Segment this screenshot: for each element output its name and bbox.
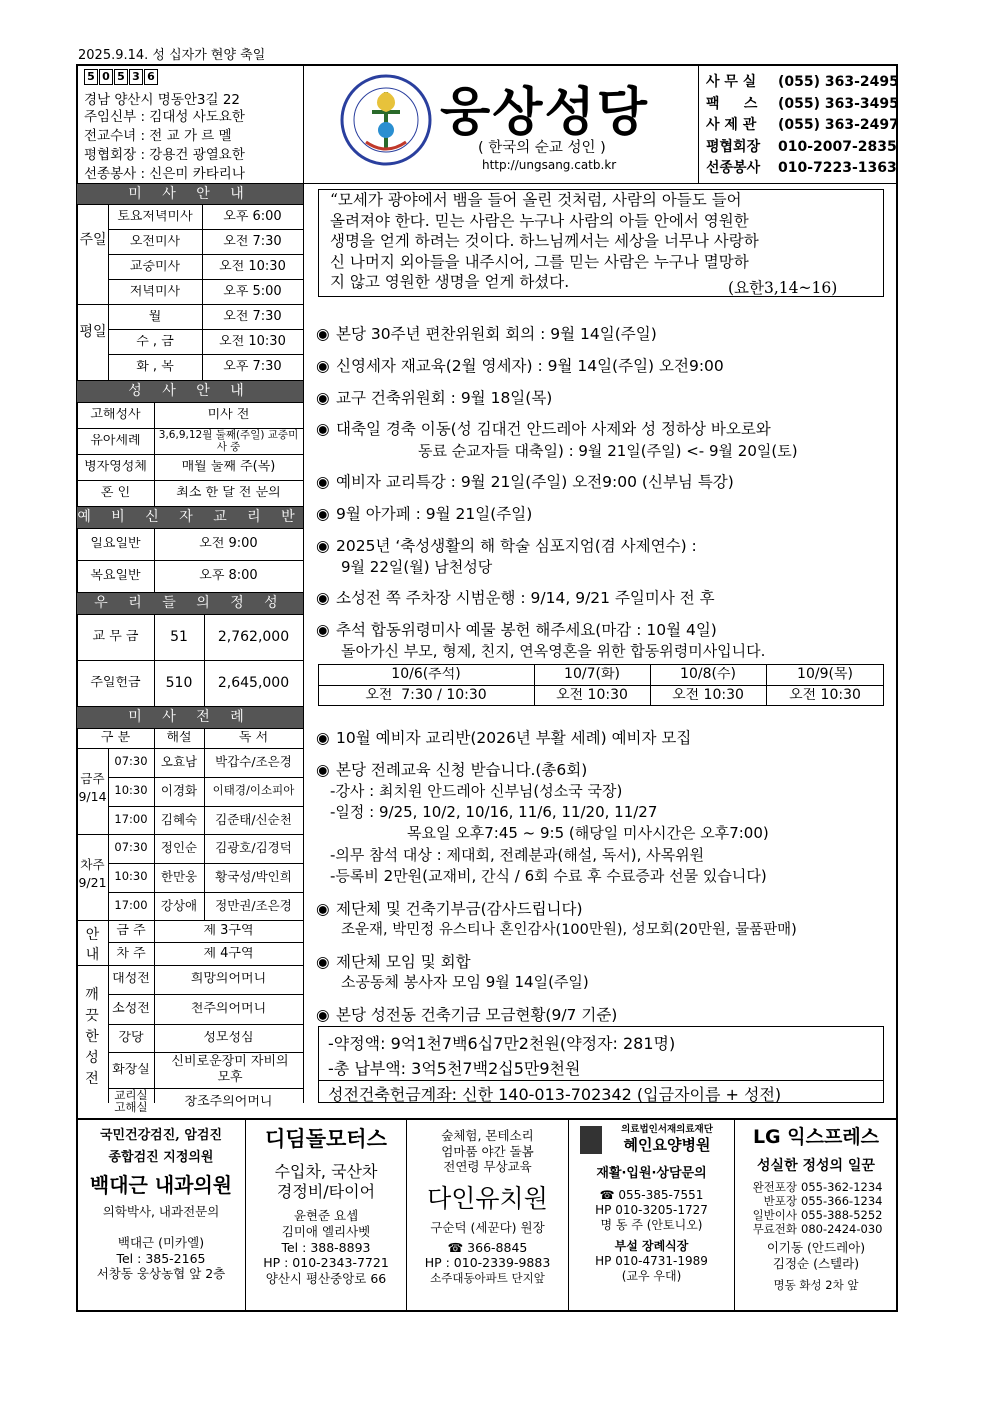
- ad-motors: [246, 1126, 406, 1286]
- staff-council: 평협회장 : 강용건 광열요한: [84, 147, 245, 163]
- mass-weekday-name: 수 , 금: [136, 335, 174, 349]
- notice-item: ◉ 본당 30주년 편찬위원회 회의 : 9월 14일(주일): [316, 325, 657, 343]
- mass-sunday-time: 오후 5:00: [223, 285, 282, 299]
- ad-text: 서창동 웅상농협 앞 2층: [96, 1266, 226, 1282]
- liturgy-commentator: 정인순: [160, 841, 198, 855]
- mass-weekday-time: 오후 7:30: [223, 360, 282, 374]
- sacrament-value: 매월 둘째 주(목): [181, 460, 276, 474]
- bullet-icon: ◉: [316, 761, 330, 779]
- offering-amount: 2,645,000: [217, 676, 290, 691]
- contact-office: 사 무 실 (055) 363-2495: [706, 74, 899, 90]
- cleaning-area: 강당: [118, 1031, 144, 1045]
- liturgy-reader: 박갑수/조은경: [215, 755, 292, 769]
- mass-sunday-name: 저녁미사: [129, 285, 181, 299]
- notice-subline: 동료 순교자들 대축일) : 9월 21일(주일) <- 9월 20일(토): [418, 442, 798, 460]
- cleaning-team: 천주의어머니: [190, 1002, 267, 1016]
- ad-text: 재활·입원·상담문의: [596, 1166, 707, 1181]
- sunday-label: 주일: [79, 232, 107, 248]
- guide-zone: 제 3구역: [203, 924, 254, 938]
- ad-text: 명 동 주 (안토니오): [600, 1218, 703, 1233]
- liturgy-commentator: 이경화: [160, 784, 198, 798]
- cleaning-area: 화장실: [112, 1063, 150, 1077]
- notice-item: ◉ 예비자 교리특강 : 9월 21일(주일) 오전9:00 (신부님 특강): [316, 473, 734, 491]
- catechumen-class-time: 오후 8:00: [199, 569, 258, 583]
- mass-sunday-time: 오전 7:30: [223, 235, 282, 249]
- notice-subline: 소공동체 봉사자 모임 9월 14일(주일): [341, 973, 589, 991]
- notice-item: ◉ 9월 아가페 : 9월 21일(주일): [316, 505, 533, 523]
- notice-subline: 조운재, 박민정 유스티나 혼인감사(100만원), 성모회(20만원, 물품판매): [341, 922, 797, 938]
- offering-name: 교 무 금: [92, 630, 139, 644]
- ad-text: ☎ 055-385-7551: [599, 1188, 704, 1203]
- sacrament-section-title: 성 사 안 내: [77, 381, 303, 402]
- ad-text: 김미애 엘리사벳: [281, 1223, 371, 1239]
- liturgy-commentator: 한만웅: [160, 870, 198, 884]
- guide-zone: 제 4구역: [203, 947, 254, 961]
- cleaning-team: 신비로운장미 자비의모후: [171, 1054, 289, 1085]
- ad-hospital-details: [569, 1166, 734, 1284]
- notice-item: ◉ 2025년 ‘축성생활의 해 학술 심포지엄(겸 사제연수) :: [316, 537, 697, 555]
- chuseok-date: 10/6(추석): [391, 667, 461, 682]
- notice-item: ◉ 대축일 경축 이동(성 김대건 안드레아 사제와 성 정하상 바오로와: [316, 420, 771, 438]
- sacrament-name: 혼 인: [100, 486, 131, 500]
- edu-detail: -의무 참석 대상 : 제대회, 전례분과(해설, 독서), 사목위원: [330, 846, 705, 864]
- ad-text: (교우 우대): [621, 1269, 682, 1284]
- liturgy-header-commentator: 해설: [166, 731, 192, 745]
- ad-text: 의료법인서재의료재단: [621, 1124, 713, 1135]
- scripture-line: 신 나머지 외아들을 내주시어, 그를 믿는 사람은 누구나 멸망하: [330, 252, 749, 271]
- postal-code: [84, 68, 159, 85]
- hospital-logo-icon: [580, 1126, 602, 1154]
- catechumen-class-time: 오전 9:00: [199, 537, 258, 551]
- notice-item: ◉ 소성전 쪽 주차장 시범운행 : 9/14, 9/21 주일미사 전 후: [316, 589, 715, 607]
- chuseok-time: 오전 10:30: [672, 688, 744, 703]
- postal-digit: 5: [84, 69, 98, 85]
- cleaning-label: 깨끗한성전: [85, 987, 99, 1087]
- ad-text: 양산시 평산중앙로 66: [265, 1270, 387, 1286]
- liturgy-header-reader: 독 서: [238, 731, 269, 745]
- cleaning-team: 성모성심: [203, 1031, 254, 1045]
- ad-text: 종합검진 지정의원: [108, 1150, 214, 1166]
- ad-text: 윤현준 요셉: [293, 1208, 359, 1224]
- ad-text: Tel : 388-8893: [281, 1239, 371, 1255]
- postal-digit: 6: [144, 69, 158, 85]
- sacrament-value: 미사 전: [207, 408, 250, 422]
- sacrament-name: 유아세례: [90, 434, 141, 448]
- bullet-icon: ◉: [316, 325, 330, 343]
- ad-hospital: [600, 1124, 734, 1155]
- mass-weekday-name: 월: [148, 310, 162, 324]
- ad-express: [735, 1126, 897, 1292]
- contact-council: 평협회장 010-2007-2835: [706, 138, 897, 155]
- cleaning-team: 희망의어머니: [190, 972, 267, 986]
- notice-item: ◉ 본당 성전동 건축기금 모금현황(9/7 기준): [316, 1006, 618, 1024]
- chuseok-time: 오전 7:30 / 10:30: [365, 688, 487, 703]
- liturgy-week-label: 금주 9/14: [78, 771, 107, 804]
- ad-clinic-name: 백대근 내과의원: [89, 1172, 233, 1197]
- parish-address: 경남 양산시 명동안3길 22: [84, 92, 241, 108]
- ad-kinder-name: 다인유치원: [427, 1183, 548, 1213]
- chuseok-date: 10/9(목): [797, 667, 853, 682]
- contact-rectory: 사 제 관 (055) 363-2497: [706, 117, 899, 133]
- offering-count: 51: [170, 630, 188, 645]
- bullet-icon: ◉: [316, 900, 330, 918]
- bulletin-date-line: 2025.9.14. 성 십자가 현양 축일: [78, 48, 266, 63]
- mass-sunday-time: 오후 6:00: [223, 210, 282, 224]
- mass-weekday-name: 화 , 목: [136, 360, 174, 374]
- edu-detail: -강사 : 최치원 안드레아 신부님(성소국 국장): [330, 782, 623, 800]
- liturgy-commentator: 강상애: [160, 899, 198, 913]
- ad-text: 의학박사, 내과전문의: [102, 1203, 220, 1219]
- edu-detail: -등록비 2만원(교재비, 간식 / 6회 수료 후 수료증과 선물 있습니다): [330, 867, 767, 885]
- ad-text: 부설 장례식장: [614, 1239, 689, 1254]
- ad-text: 숲체험, 몬테소리: [441, 1128, 534, 1143]
- parish-patron: ( 한국의 순교 성인 ): [478, 140, 606, 156]
- postal-digit: 5: [114, 69, 128, 85]
- sacrament-value: 최소 한 달 전 문의: [176, 486, 281, 500]
- liturgy-commentator: 오효남: [160, 755, 198, 769]
- liturgy-reader: 황국성/박인희: [215, 870, 292, 884]
- postal-digit: 3: [129, 69, 143, 85]
- liturgy-time: 10:30: [114, 784, 148, 797]
- fund-pledge: -약정액: 9억1천7백6십7만2천원(약정자: 281명): [328, 1034, 676, 1053]
- ad-text: 소주대동아파트 단지앞: [430, 1271, 545, 1285]
- postal-digit: 0: [99, 69, 113, 85]
- notice-item: ◉ 본당 전례교육 신청 받습니다.(총6회): [316, 761, 588, 779]
- ad-motors-name: 디딤돌모터스: [265, 1127, 387, 1151]
- bullet-icon: ◉: [316, 1006, 330, 1024]
- ad-text: 김정순 (스텔라): [772, 1256, 860, 1272]
- ad-text: HP 010-4731-1989: [595, 1254, 708, 1269]
- parish-name: 웅상성당: [440, 83, 649, 143]
- cleaning-area: 대성전: [112, 972, 150, 986]
- liturgy-commentator: 김혜숙: [160, 813, 198, 827]
- contact-list: [706, 72, 899, 180]
- ad-text: 국민건강검진, 암검진: [99, 1128, 223, 1143]
- sacrament-value: 3,6,9,12월 둘째(주일) 교중미사 중: [158, 429, 299, 453]
- liturgy-time: 10:30: [114, 870, 148, 883]
- notice-item: ◉ 제단체 및 건축기부금(감사드립니다): [316, 900, 583, 918]
- ad-express-name: LG 익스프레스: [752, 1126, 880, 1148]
- parish-url[interactable]: http://ungsang.catb.kr: [482, 158, 617, 172]
- catechumen-section-title: 예 비 신 자 교 리 반: [77, 507, 303, 528]
- mass-sunday-time: 오전 10:30: [219, 260, 286, 274]
- catechumen-class-name: 일요일반: [90, 537, 141, 551]
- ad-text: 경정비/타이어: [276, 1182, 376, 1202]
- staff-pastor: 주임신부 : 김대성 사도요한: [84, 109, 245, 125]
- liturgy-time: 07:30: [114, 841, 148, 854]
- parish-staff-list: [84, 108, 245, 184]
- notice-subline: 돌아가신 부모, 형제, 친지, 연옥영혼을 위한 합동위령미사입니다.: [341, 642, 766, 660]
- offering-name: 주일헌금: [90, 676, 141, 690]
- weekday-label: 평일: [79, 324, 107, 340]
- ad-text: HP : 010-2343-7721: [263, 1255, 389, 1271]
- scripture-text: [330, 190, 759, 293]
- mass-weekday-time: 오전 7:30: [223, 310, 282, 324]
- liturgy-reader: 김광호/김경덕: [215, 841, 292, 855]
- ad-text: 수입차, 국산차: [274, 1162, 378, 1182]
- liturgy-header-category: 구 분: [100, 731, 131, 745]
- notice-subline: 9월 22일(월) 남천성당: [341, 558, 493, 576]
- ad-text: 백대근 (미카엘): [117, 1235, 205, 1251]
- chuseok-date: 10/7(화): [564, 667, 620, 682]
- ad-express-phones: 완전포장 055-362-1234 반포장 055-366-1234 일반이사 055-388-5252 무료전화 080-2424-030: [752, 1180, 883, 1236]
- bullet-icon: ◉: [316, 473, 330, 491]
- bullet-icon: ◉: [316, 357, 330, 375]
- scripture-reference: (요한3,14~16): [728, 279, 838, 297]
- bullet-icon: ◉: [316, 621, 330, 639]
- mass-weekday-time: 오전 10:30: [219, 335, 286, 349]
- liturgy-time: 07:30: [114, 755, 148, 768]
- liturgy-time: 17:00: [114, 899, 148, 912]
- liturgy-time: 17:00: [114, 813, 148, 826]
- ad-text: 엄마품 야간 돌봄: [441, 1143, 534, 1159]
- guide-week: 차 주: [116, 947, 146, 961]
- ad-kindergarten: [407, 1128, 568, 1285]
- ad-text: ☎ 366-8845: [447, 1239, 528, 1255]
- ad-clinic: [78, 1128, 244, 1282]
- ad-text: 이기동 (안드레아): [766, 1240, 866, 1256]
- chuseok-time: 오전 10:30: [556, 688, 628, 703]
- contact-fax: 팩 스 (055) 363-3495: [706, 95, 899, 112]
- fund-account: 성전건축헌금계좌: 신한 140-013-702342 (입금자이름 + 성전): [328, 1085, 782, 1104]
- bullet-icon: ◉: [316, 389, 330, 407]
- mass-sunday-name: 토요저녁미사: [117, 210, 193, 224]
- scripture-line: 지 않고 영원한 생명을 얻게 하셨다.: [330, 273, 570, 291]
- bullet-icon: ◉: [316, 953, 330, 971]
- ad-hospital-name: 혜인요양병원: [623, 1135, 711, 1154]
- ad-text: Tel : 385-2165: [116, 1250, 206, 1266]
- notice-item: ◉ 신영세자 재교육(2월 영세자) : 9월 14일(주일) 오전9:00: [316, 357, 724, 375]
- edu-detail: 목요일 오후7:45 ~ 9:5 (해당일 미사시간은 오후7:00): [407, 824, 769, 842]
- staff-sister: 전교수녀 : 전 교 가 르 멜: [84, 128, 232, 144]
- offering-count: 510: [165, 676, 193, 691]
- bullet-icon: ◉: [316, 420, 330, 438]
- bullet-icon: ◉: [316, 729, 330, 747]
- ad-text: HP : 010-2339-9883: [424, 1255, 551, 1271]
- liturgy-reader: 김준태/신순천: [215, 813, 292, 827]
- liturgy-reader: 이태경/이소피아: [212, 784, 295, 797]
- guide-label: 안내: [85, 927, 100, 963]
- ad-text: 전연령 무상교육: [443, 1159, 532, 1175]
- notice-item: ◉ 추석 합동위령미사 예물 봉헌 해주세요(마감 : 10월 4일): [316, 621, 717, 639]
- ad-text: HP 010-3205-1727: [595, 1203, 708, 1218]
- notice-item: ◉ 교구 건축위원회 : 9월 18일(목): [316, 389, 553, 407]
- parish-logo: [338, 72, 434, 168]
- cleaning-team: 창조주의어머니: [184, 1095, 273, 1109]
- notice-item: ◉ 10월 예비자 교리반(2026년 부활 세례) 예비자 모집: [316, 729, 692, 747]
- bullet-icon: ◉: [316, 589, 330, 607]
- liturgy-week-label: 차주 9/21: [78, 857, 107, 890]
- contact-funeral: 선종봉사 010-7223-1363: [706, 160, 897, 176]
- ad-text: 성실한 정성의 일꾼: [757, 1157, 875, 1174]
- offering-section-title: 우 리 들 의 정 성: [77, 593, 303, 614]
- ad-text: 명동 화성 2차 앞: [773, 1277, 859, 1292]
- fund-paid: -총 납부액: 3억5천7백2십5만9천원: [328, 1059, 581, 1078]
- scripture-line: 올려져야 한다. 믿는 사람은 누구나 사람의 아들 안에서 영원한: [330, 211, 749, 230]
- mass-section-title: 미 사 안 내: [77, 184, 303, 204]
- notice-item: ◉ 제단체 모임 및 회합: [316, 953, 471, 971]
- mass-sunday-name: 교중미사: [129, 260, 181, 274]
- chuseok-time: 오전 10:30: [789, 688, 861, 703]
- guide-week: 금 주: [116, 924, 146, 938]
- offering-amount: 2,762,000: [217, 630, 290, 645]
- ad-text: 구순덕 (세꾼다) 원장: [430, 1220, 545, 1236]
- chuseok-date: 10/8(수): [680, 667, 736, 682]
- scripture-line: “모세가 광야에서 뱀을 들어 올린 것처럼, 사람의 아들도 들어: [330, 191, 742, 209]
- cleaning-area: 교리실 고해실: [114, 1089, 148, 1113]
- mass-sunday-name: 오전미사: [129, 235, 181, 249]
- sacrament-name: 고해성사: [90, 408, 141, 422]
- sacrament-name: 병자영성체: [84, 460, 147, 474]
- cleaning-area: 소성전: [112, 1002, 150, 1016]
- liturgy-reader: 정만권/조은경: [215, 899, 292, 913]
- edu-detail: -일정 : 9/25, 10/2, 10/16, 11/6, 11/20, 11/27: [330, 803, 658, 821]
- bullet-icon: ◉: [316, 537, 330, 555]
- bullet-icon: ◉: [316, 505, 330, 523]
- scripture-line: 생명을 얻게 하려는 것이다. 하느님께서는 세상을 너무나 사랑하: [330, 232, 759, 250]
- liturgy-section-title: 미 사 전 례: [77, 707, 303, 728]
- staff-funeral: 선종봉사 : 신은미 카타리나: [84, 166, 245, 182]
- catechumen-class-name: 목요일반: [90, 569, 141, 583]
